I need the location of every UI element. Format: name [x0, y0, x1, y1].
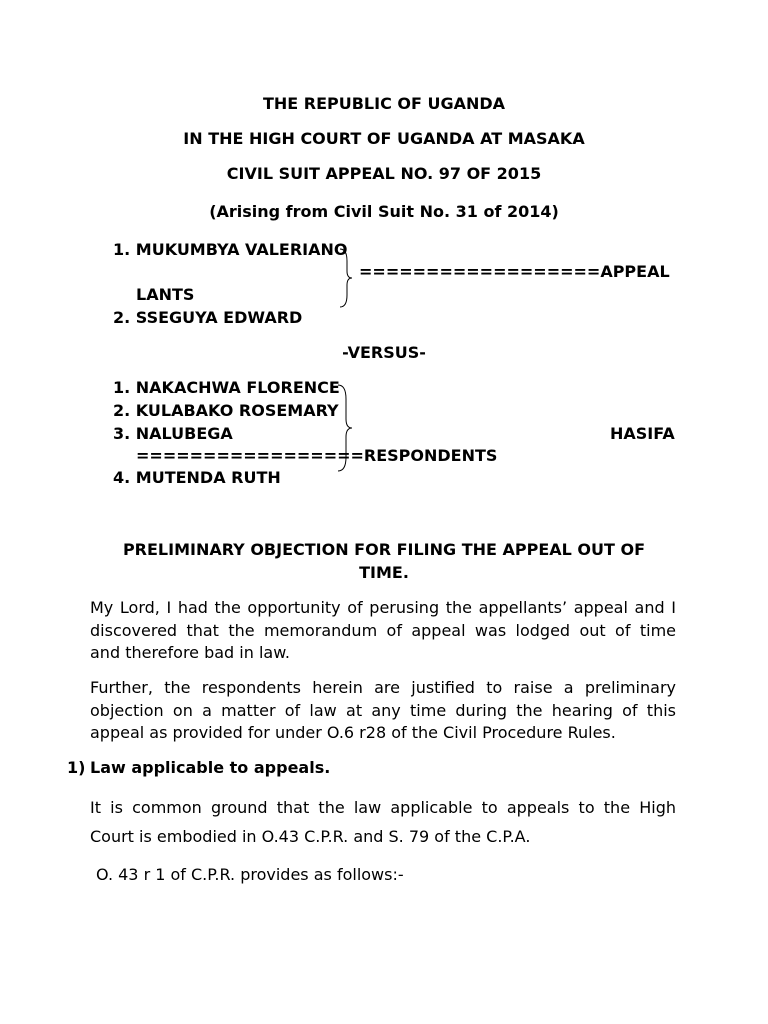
court-header-court: IN THE HIGH COURT OF UGANDA AT MASAKA	[183, 129, 585, 148]
paragraph-2-line: appeal as provided for under O.6 r28 of the Civil Procedure Rules.	[90, 723, 616, 742]
paragraph-2-line: objection on a matter of law at any time during the hearing of this	[90, 700, 676, 720]
section-number: 1)	[67, 758, 86, 777]
paragraph-2-line: Further, the respondents herein are justified to raise a preliminary	[90, 678, 676, 697]
case-number: CIVIL SUIT APPEAL NO. 97 OF 2015	[226, 164, 542, 183]
paragraph-3-line: It is common ground that the law applicable to appeals to the High	[90, 798, 676, 817]
case-origin: (Arising from Civil Suit No. 31 of 2014)	[209, 202, 559, 221]
objection-title-line1: PRELIMINARY OBJECTION FOR FILING THE APPEAL OUT OF	[122, 540, 646, 559]
section-title: Law applicable to appeals.	[90, 758, 331, 777]
paragraph-2	[90, 677, 676, 745]
court-header-republic: THE REPUBLIC OF UGANDA	[262, 94, 506, 113]
paragraph-3	[90, 793, 676, 851]
paragraph-1-line: and therefore bad in law.	[90, 643, 290, 662]
appellants-role-continuation: LANTS	[136, 285, 195, 304]
respondent-3: 3. NALUBEGA	[113, 424, 233, 443]
respondent-2: 2. KULABAKO ROSEMARY	[113, 401, 339, 420]
respondents-role-line: =================RESPONDENTS	[136, 446, 498, 465]
paragraph-1-line: discovered that the memorandum of appeal was lodged out of time	[90, 620, 676, 640]
paragraph-1-line: My Lord, I had the opportunity of perusing the appellants’ appeal and I	[90, 598, 676, 617]
respondent-1: 1. NAKACHWA FLORENCE	[113, 378, 340, 397]
appellants-brace	[338, 247, 354, 309]
paragraph-1	[90, 597, 676, 665]
respondent-3-surname: HASIFA	[610, 424, 675, 443]
paragraph-3-line: Court is embodied in O.43 C.P.R. and S. 79 of the C.P.A.	[90, 827, 531, 846]
objection-title-line2: TIME.	[359, 563, 409, 582]
appellant-2: 2. SSEGUYA EDWARD	[113, 308, 303, 327]
respondents-brace	[336, 383, 356, 473]
versus-label: -VERSUS-	[342, 343, 426, 362]
respondent-4: 4. MUTENDA RUTH	[113, 468, 281, 487]
paragraph-4: O. 43 r 1 of C.P.R. provides as follows:-	[96, 865, 404, 884]
appellant-1: 1. MUKUMBYA VALERIANO	[113, 240, 348, 259]
appellants-role-line: ==================APPEAL	[359, 262, 670, 281]
